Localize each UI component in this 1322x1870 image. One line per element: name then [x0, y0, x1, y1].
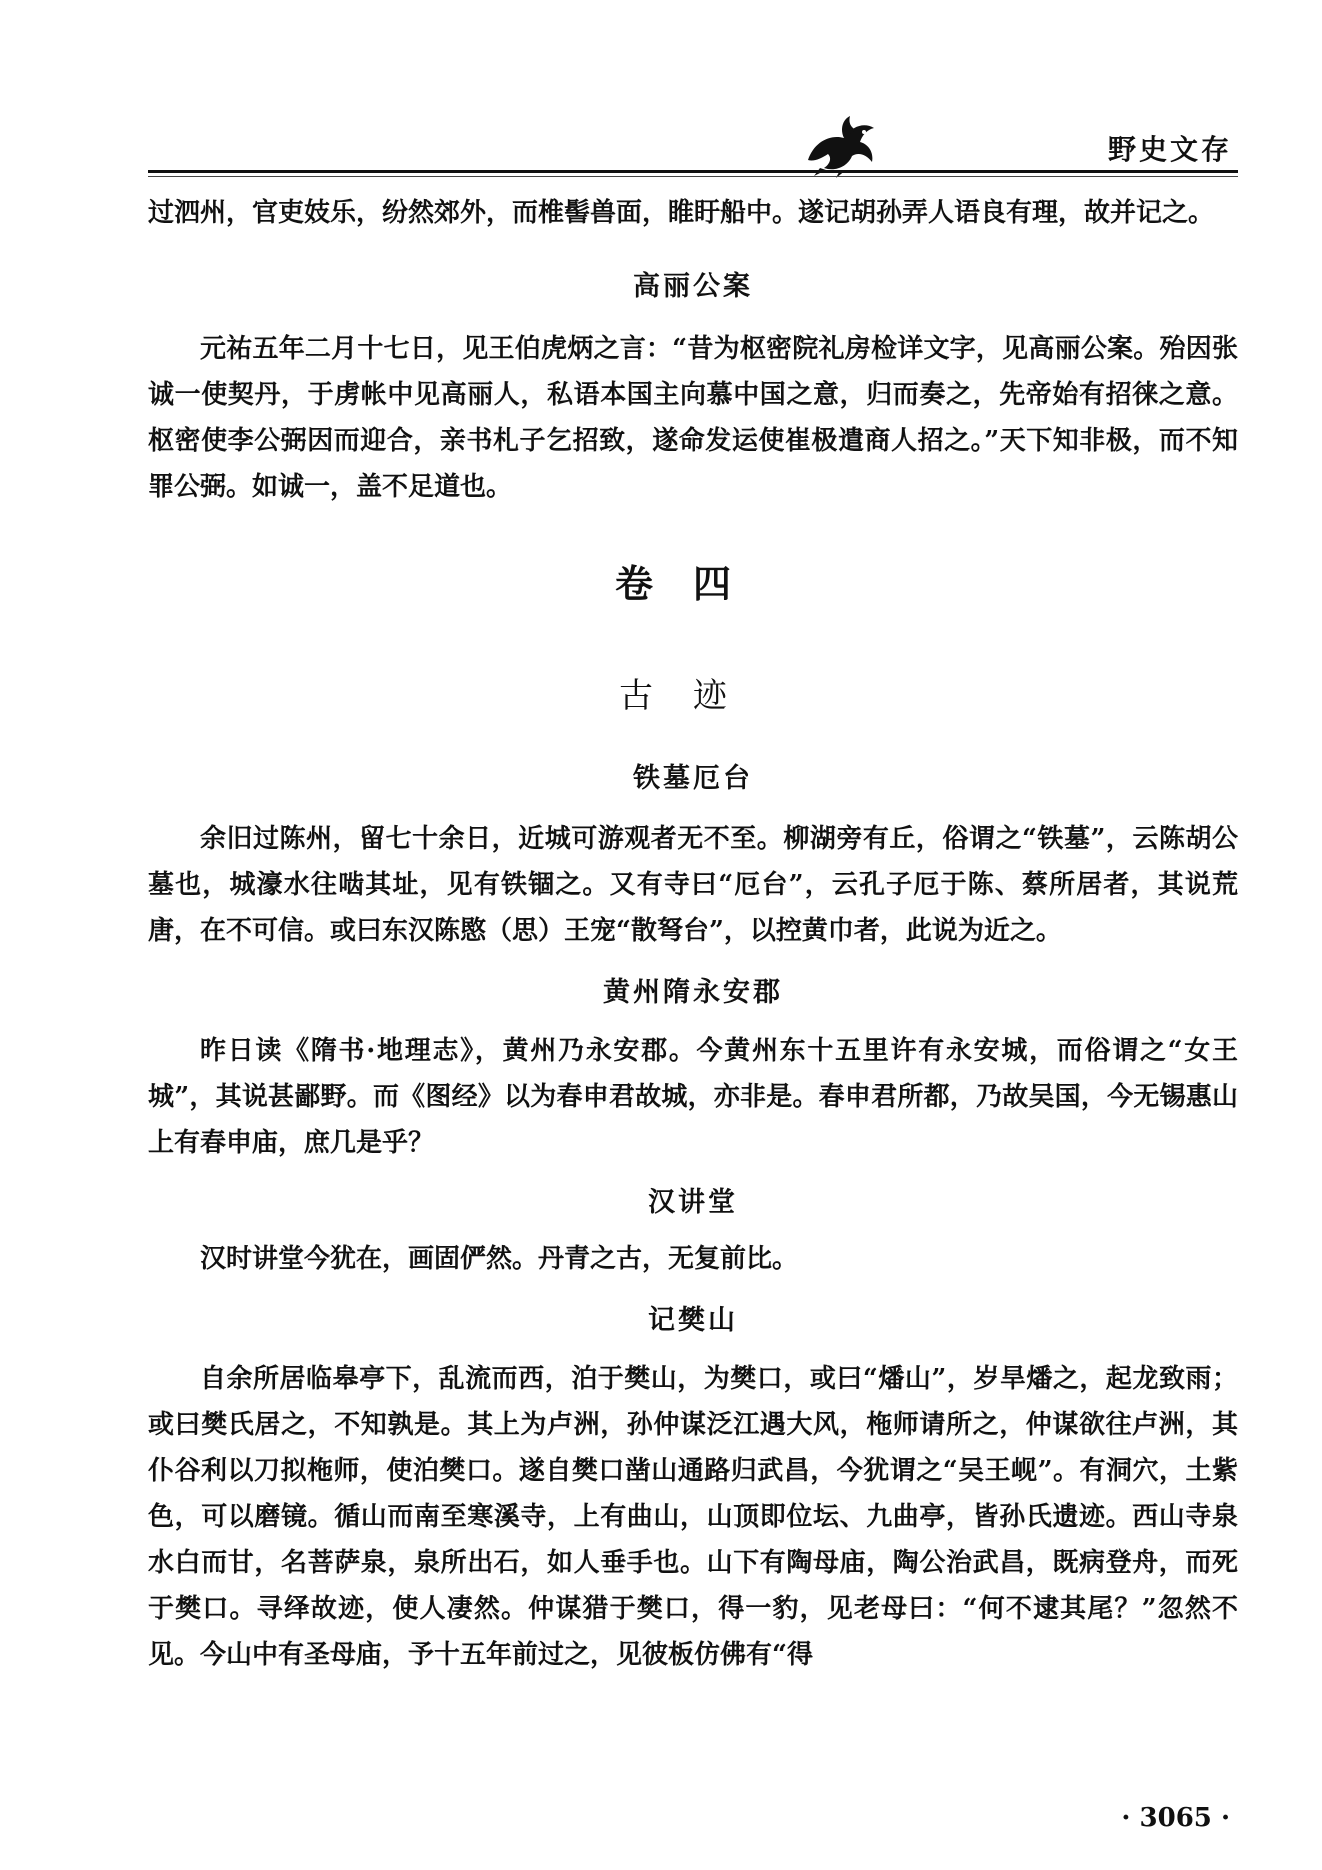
- paragraph-continuation: 过泗州，官吏妓乐，纷然郊外，而椎髻兽面，睢盱船中。遂记胡孙弄人语良有理，故并记之。: [148, 198, 1215, 228]
- header-rule-thin: [148, 176, 1238, 177]
- chapter-title: 古迹: [619, 676, 767, 716]
- dragon-icon: [800, 108, 880, 178]
- paragraph-fanshan: 自余所居临皋亭下，乱流而西，泊于樊山，为樊口，或曰“燔山”，岁旱燔之，起龙致雨；或曰樊氏居之，不知孰是。其上为卢洲，孙仲谋泛江遇大风，柂师请所之，仲谋欲往卢洲，其仆谷利以刀拟柂师，使泊樊口。遂自樊口凿山通路归武昌，今犹谓之“吴王岘”。有洞穴，土紫色，可以磨镜。循山而南至寒溪寺，上有曲山，山顶即位坛、九曲亭，皆孙氏遗迹。西山寺泉水白而甘，名菩萨泉，泉所出石，如人垂手也。山下有陶母庙，陶公治武昌，既病登舟，而死于樊口。寻绎故迹，使人凄然。仲谋猎于樊口，得一豹，见老母曰：“何不逮其尾？”忽然不见。今山中有圣母庙，予十五年前过之，见彼板仿佛有“得: [148, 1364, 1238, 1670]
- page-number-dot-right: ·: [1211, 1803, 1230, 1833]
- page-number: [1121, 1803, 1230, 1833]
- paragraph-goryeo: 元祐五年二月十七日，见王伯虎炳之言：“昔为枢密院礼房检详文字，见高丽公案。殆因张诚一使契丹，于虏帐中见高丽人，私语本国主向慕中国之意，归而奏之，先帝始有招徕之意。枢密使李公弼因而迎合，亲书札子乞招致，遂命发运使崔极遣商人招之。”天下知非极，而不知罪公弼。如诚一，盖不足道也。: [148, 334, 1238, 502]
- paragraph-tiemu: 余旧过陈州，留七十余日，近城可游观者无不至。柳湖旁有丘，俗谓之“铁墓”，云陈胡公墓也，城濠水往啮其址，见有铁锢之。又有寺曰“厄台”，云孔子厄于陈、蔡所居者，其说荒唐，在不可信。或曰东汉陈愍（思）王宠“散弩台”，以控黄巾者，此说为近之。: [148, 824, 1238, 946]
- header-rule: [148, 170, 1238, 173]
- paragraph-hanjiangtang: 汉时讲堂今犹在，画固俨然。丹青之古，无复前比。: [200, 1244, 799, 1274]
- section-title-hanjiangtang: 汉讲堂: [648, 1187, 738, 1218]
- section-title-huangzhou: 黄州隋永安郡: [603, 977, 783, 1008]
- page-content: [148, 190, 1238, 1678]
- running-header-title: 野史文存: [1107, 133, 1232, 166]
- page-number-value: 3065: [1139, 1803, 1212, 1833]
- section-title-goryeo: 高丽公案: [633, 271, 753, 302]
- page-number-dot-left: ·: [1121, 1803, 1140, 1833]
- section-title-tiemu: 铁墓厄台: [633, 763, 753, 794]
- volume-title: 卷四: [614, 562, 771, 606]
- section-title-fanshan: 记樊山: [648, 1305, 738, 1336]
- paragraph-huangzhou: 昨日读《隋书·地理志》，黄州乃永安郡。今黄州东十五里许有永安城，而俗谓之“女王城”，其说甚鄙野。而《图经》以为春申君故城，亦非是。春申君所都，乃故吴国，今无锡惠山上有春申庙，庶几是乎？: [148, 1036, 1238, 1158]
